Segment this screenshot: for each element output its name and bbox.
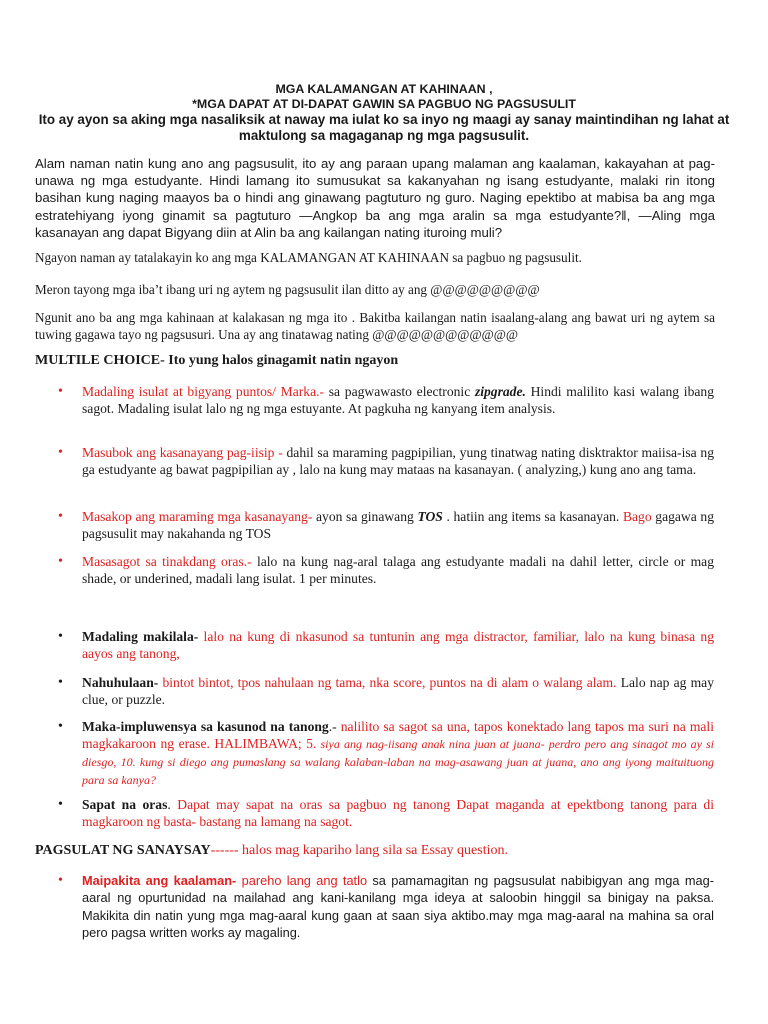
bullet-icon: • — [58, 629, 63, 644]
item-highlight: Bago — [622, 509, 652, 524]
item-heading: Madaling makilala- — [82, 629, 199, 644]
list-item — [82, 383, 714, 418]
bullet-icon: • — [58, 719, 63, 734]
item-heading: Sapat na oras — [82, 797, 168, 812]
bullet-icon: • — [58, 554, 63, 569]
item-text: sa pagwawasto electronic — [324, 384, 475, 399]
item-heading: Nahuhulaan- — [82, 675, 159, 690]
item-text: lalo na kung nag-aral talaga ang estudyante madali na dahil letter, circle or mag shade, or underined, madali lang isulat. 1 per minutes. — [82, 554, 715, 587]
item-text: .- — [328, 719, 337, 734]
item-heading: Masubok ang kasanayang pag-iisip - — [82, 445, 283, 460]
bullet-icon: • — [58, 873, 63, 888]
intro-paragraph-1: Alam naman natin kung ano ang pagsusulit, ito ay ang paraan upang malaman ang kaalaman, kakayahan at pag-unawa ng mga estudyante. Hindi lamang ito sumusukat sa kakanyahan ng isang estudyante, malaki rin itong basihan kung naging maayos ba o hindi ang ginawang pagtuturo ng guro. Naging epektibo at mabisa ba ang mga estratehiyang iyong ginamit sa pagtuturo —Angkop ba ang mga aralin sa mga estudyante?‖, —Aling mga kasanayan ang dapat Bigyang diin at Alin ba ang kailangan nating ituroing muli? — [35, 156, 715, 240]
bullet-icon: • — [58, 384, 63, 399]
section-title-note: ------ halos mag kapariho lang sila sa Essay question. — [210, 843, 508, 858]
item-text: sa pamamagitan ng pagsusulat nabibigyan ang mga mag-aaral ng opurtunidad na mailahad ang kani-kanilang mga ideya at saloobin hinggil sa binigay na paksa. Makikita din natin yung mga mag-aaral kung gaan at saan siya aktibo.may mga mag-aaral na mahina sa oral pero pagsa written works ay magaling. — [82, 873, 714, 941]
item-heading: Maipakita ang kaalaman- — [82, 873, 237, 888]
item-text: pareho lang ang tatlo — [236, 873, 368, 888]
item-text: Lalo nap ag may clue, or puzzle. — [82, 675, 714, 708]
item-heading: Maka-impluwensya sa kasunod na tanong — [82, 719, 329, 734]
list-item — [82, 508, 714, 543]
item-text: nalilito sa sagot sa una, tapos konektado lang tapos ma suri na mali magkakaroon ng erase. HALIMBAWA; 5. — [82, 719, 714, 751]
list-item — [82, 444, 714, 479]
list-item — [82, 553, 714, 588]
item-heading: Masasagot sa tinakdang oras.- — [82, 554, 252, 569]
section-title-essay — [35, 842, 735, 859]
document-header — [30, 82, 738, 144]
item-text: Hindi malilito kasi walang ibang sagot. Madaling isulat lalo ng ng mga estuyante. At pagkuha ng kanyang item analysis. — [82, 384, 714, 417]
bullet-icon: • — [58, 675, 63, 690]
header-title: MGA KALAMANGAN AT KAHINAAN , — [275, 82, 493, 96]
bullet-icon: • — [58, 509, 63, 524]
item-text: lalo na kung di nkasunod sa tuntunin ang mga distractor, familiar, lalo na kung binasa ng aayos ang tanong, — [82, 629, 714, 662]
item-example: siya ang nag-iisang anak nina juan at juana- perdro pero ang sinagot mo ay si diesgo, 10. kung si diego ang pumaslang sa walang kalaban-laban na mag-asawang juan at juana, ano ang iyong maituituong para sa kanya? — [82, 737, 715, 787]
bullet-icon: • — [58, 445, 63, 460]
item-text: ayon sa ginawang — [312, 509, 418, 524]
section-title-multiple-choice: MULTILE CHOICE- Ito yung halos ginagamit natin ngayon — [35, 353, 399, 368]
item-emphasis: zipgrade. — [474, 384, 526, 399]
item-text: . hatiin ang items sa kasanayan. — [442, 509, 623, 524]
header-intro: Ito ay ayon sa aking mga nasaliksik at naway ma iulat ko sa inyo ng maagi ay sanay maintindihan ng lahat at maktulong sa magaganap ng mga pagsusulit. — [38, 112, 730, 143]
intro-paragraph-3 — [35, 281, 715, 298]
list-item — [82, 796, 714, 831]
item-text: dahil sa maraming pagpipilian, yung tinatwag nating disktraktor maiisa-isa ng ga estudyante ag bawat pagpipilian ay , lalo na kung may mataas na kasanayan. ( analyzing,) kung ano ang tama. — [82, 445, 715, 478]
list-item — [82, 674, 714, 709]
intro-paragraph-4: Ngunit ano ba ang mga kahinaan at kalakasan ng mga ito . Bakitba kailangan natin isaalang-alang ang bawat uri ng aytem sa tuwing gagawa tayo ng pagsusuri. Una ay ang tinatawag nating @@@@@@@@@@@@ — [35, 310, 715, 343]
section-title-text: PAGSULAT NG SANAYSAY — [35, 843, 211, 858]
item-text: . — [167, 797, 171, 812]
item-heading: Masakop ang maraming mga kasanayang- — [82, 509, 313, 524]
item-text: bintot bintot, tpos nahulaan ng tama, nka score, puntos na di alam o walang alam. — [158, 675, 617, 690]
intro-paragraph-3-text: Meron tayong mga iba’t ibang uri ng aytem ng pagsusulit ilan ditto ay ang @@@@@@@@@ — [35, 282, 540, 297]
intro-paragraph-2: Ngayon naman ay tatalakayin ko ang mga KALAMANGAN AT KAHINAAN sa pagbuo ng pagsusulit. — [35, 250, 582, 265]
item-emphasis: TOS — [417, 509, 443, 524]
item-heading: Madaling isulat at bigyang puntos/ Marka.- — [82, 384, 325, 399]
bullet-icon: • — [58, 797, 63, 812]
item-text: Dapat may sapat na oras sa pagbuo ng tanong Dapat maganda at epektbong tanong para di magkaroon ng basta- bastang na lamang na sagot. — [82, 797, 715, 830]
list-item — [82, 718, 714, 789]
item-text: gagawa ng pagsusulit may nakahanda ng TOS — [82, 509, 714, 542]
list-item — [82, 628, 714, 663]
list-item — [82, 872, 714, 942]
header-subtitle: *MGA DAPAT AT DI-DAPAT GAWIN SA PAGBUO NG PAGSUSULIT — [192, 97, 576, 111]
